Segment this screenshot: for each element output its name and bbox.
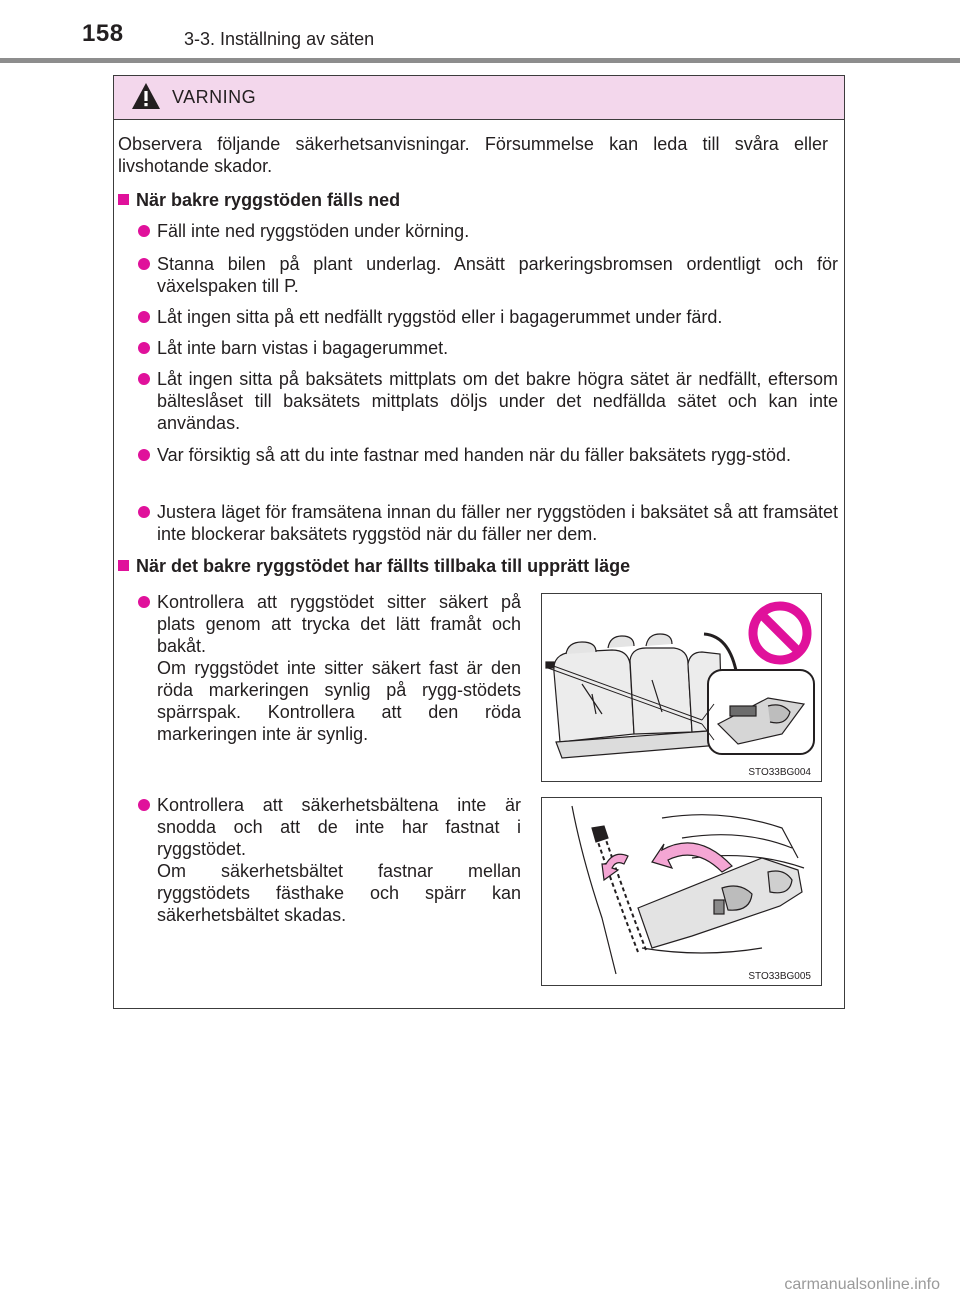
- bullet-dot-icon: [138, 225, 150, 237]
- prohibition-icon: [753, 606, 807, 660]
- footer-watermark: carmanualsonline.info: [784, 1276, 940, 1293]
- section1-bullet: Låt ingen sitta på baksätets mittplats om det bakre högra sätet är nedfällt, eftersom bälteslåset till baksätets mittplats döljs under det nedfällda sätet och kan inte användas.: [157, 369, 838, 433]
- warning-title: VARNING: [172, 87, 257, 107]
- figure-code: STO33BG004: [748, 767, 811, 778]
- section1-bullet: Var försiktig så att du inte fastnar med handen när du fäller baksätets rygg-stöd.: [157, 445, 792, 465]
- section1-bullet: Justera läget för framsätena innan du fäller ner ryggstöden i baksätet så att framsätet inte blockerar baksätets ryggstöd när du fäller ner dem.: [157, 502, 838, 544]
- section-title: 3-3. Inställning av säten: [184, 29, 375, 49]
- bullet-dot-icon: [138, 449, 150, 461]
- square-bullet-icon: [118, 194, 129, 205]
- section1-bullet: Låt inte barn vistas i bagagerummet.: [157, 338, 449, 358]
- bullet-dot-icon: [138, 373, 150, 385]
- warning-header: [114, 76, 844, 120]
- section2-heading-text: När det bakre ryggstödet har fällts tillbaka till upprätt läge: [136, 556, 631, 576]
- seat-lock-illustration: [542, 594, 820, 780]
- bullet-dot-icon: [138, 342, 150, 354]
- bullet-dot-icon: [138, 596, 150, 608]
- section2-bullet: Kontrollera att säkerhetsbältena inte är snodda och att de inte har fastnat i ryggstödet. Om säkerhetsbältet fastnar mellan ryggstödets fästhake och spärr kan säkerhetsbältet skadas.: [157, 795, 521, 925]
- section1-bullet: Fäll inte ned ryggstöden under körning.: [157, 221, 470, 241]
- section1-bullet: Stanna bilen på plant underlag. Ansätt parkeringsbromsen ordentligt och för växelspaken till P.: [157, 254, 838, 296]
- bullet-dot-icon: [138, 506, 150, 518]
- seatbelt-illustration: [542, 798, 820, 984]
- warning-intro: Observera följande säkerhetsanvisningar. Försummelse kan leda till svåra eller livshotande skador.: [118, 134, 828, 176]
- section1-heading: [118, 190, 400, 211]
- bullet-dot-icon: [138, 258, 150, 270]
- figure-code: STO33BG005: [748, 971, 811, 982]
- bullet-dot-icon: [138, 799, 150, 811]
- section1-heading-text: När bakre ryggstöden fälls ned: [136, 190, 401, 210]
- figure-seatbelt: [541, 797, 822, 986]
- figure-seat-lock: [541, 593, 822, 782]
- header-rule: [0, 58, 960, 63]
- section2-bullet: Kontrollera att ryggstödet sitter säkert på plats genom att trycka det lätt framåt och bakåt. Om ryggstödet inte sitter säkert fast är den röda markeringen synlig på rygg-stödets spärrspak. Kontrollera att den röda markeringen inte är synlig.: [157, 592, 521, 744]
- warning-triangle-icon: [131, 82, 161, 110]
- page-number: 158: [82, 20, 124, 47]
- rotate-arrow-icon: [602, 843, 732, 880]
- section2-heading: [118, 556, 630, 577]
- bullet-dot-icon: [138, 311, 150, 323]
- section1-bullet: Låt ingen sitta på ett nedfällt ryggstöd eller i bagagerummet under färd.: [157, 307, 723, 327]
- square-bullet-icon: [118, 560, 129, 571]
